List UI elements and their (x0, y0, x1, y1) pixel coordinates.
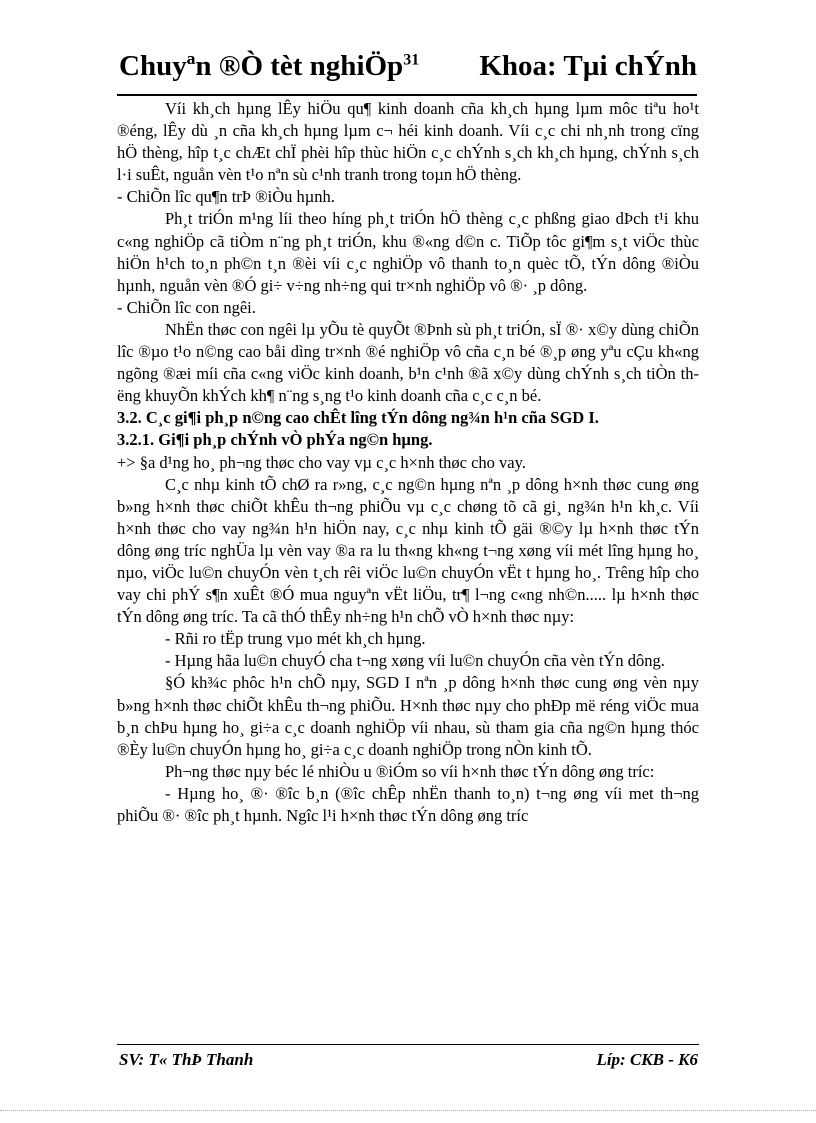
section-heading: 3.2. C¸c gi¶i ph¸p n©ng cao chÊt lîng tÝn dông ng¾n h¹n cña SGD I. (117, 408, 599, 428)
list-item: +> §a d¹ng ho¸ ph¬ng thøc cho vay vµ c¸c h×nh thøc cho vay. (117, 452, 526, 472)
list-item: - ChiÕn lîc con ngêi. (117, 297, 256, 317)
page-boundary (0, 1110, 816, 1111)
paragraph: §Ó kh¾c phôc h¹n chÕ nµy, SGD I nªn ¸p dông h×nh thøc cung øng vèn nµy b»ng h×nh thøc chiÕt khÊu th¬ng phiÕu. H×nh thøc nµy cho phÐp më réng viÖc mua b¸n chÞu hµng ho¸ gi÷a c¸c doanh nghiÖp víi nhau, sù tham gia cña ng©n hµng thóc ®Èy lu©n chuyÓn hµng ho¸ gi÷a c¸c doanh nghiÖp trong nÒn kinh tÕ. (117, 673, 699, 759)
list-item: - ChiÕn lîc qu¶n trÞ ®iÒu hµnh. (117, 187, 335, 207)
paragraph: Ph¸t triÓn m¹ng líi theo híng ph¸t triÓn hÖ thèng c¸c phßng giao dÞch t¹i khu c«ng nghiÖp cã tiÒm n¨ng ph¸t triÓn, khu ®«ng d©n c. TiÕp tôc gi¶m s¸t viÖc thùc hiÖn h¹ch to¸n ph©n t¸n ®èi víi c¸c nghiÖp vô thanh to¸n quèc tÕ, tÝn dông ®iÒu hµnh, nguån vèn ®Ó gi÷ v÷ng nh÷ng qui tr×nh nghiÖp vô ®· ¸p dông. (117, 209, 699, 295)
document-body (117, 98, 699, 827)
footer-divider (117, 1044, 699, 1045)
subsection-heading: 3.2.1. Gi¶i ph¸p chÝnh vÒ phÝa ng©n hµng. (117, 430, 433, 450)
list-item: - Hµng ho¸ ®· ®îc b¸n (®îc chÊp nhËn thanh to¸n) t¬ng øng víi met th¬ng phiÕu ®· ®îc ph¸t hµnh. Ngîc l¹i h×nh thøc tÝn dông øng tríc (117, 783, 699, 825)
footer-class: Líp: CKB - K6 (596, 1050, 698, 1069)
paragraph: NhËn thøc con ngêi lµ yÕu tè quyÕt ®Þnh sù ph¸t triÓn, sÏ ®· x©y dùng chiÕn lîc ®µo t¹o n©ng cao båi dìng tr×nh ®é nghiÖp vô cña c¸n bé ®¸p øng yªu cÇu kh«ng ngõng ®æi míi cña c«ng viÖc kinh doanh, b¹n c¹nh ®ã x©y dùng chÝnh s¸ch tiÒn thëng khuyÕn khÝch kh¶ n¨ng s¸ng t¹o kinh doanh cña c¸c c¸n bé. (117, 319, 699, 406)
header-title: Chuyªn ®Ò tèt nghiÖp$^{31}$ (119, 50, 420, 82)
paragraph: Víi kh¸ch hµng lÊy hiÖu qu¶ kinh doanh cña kh¸ch hµng lµm môc tiªu ho¹t ®éng, lÊy dù ¸n cña kh¸ch hµng lµm c¬ héi kinh doanh. Víi c¸c chi nh¸nh trong cïng hÖ thèng, hîp t¸c chÆt chÏ phèi hîp thùc hiÖn c¸c chÝnh s¸ch kh¸ch hµng, chÝnh s¸ch l·i suÊt, nguån vèn t¹o nªn sù c¹nh tranh trong toµn hÖ thèng. (117, 99, 699, 185)
list-item: - Rñi ro tËp trung vµo mét kh¸ch hµng. (165, 629, 426, 649)
header-faculty: Khoa: Tµi chÝnh (479, 50, 697, 82)
page-number: 31 (403, 51, 420, 69)
footer-student: SV: T« ThÞ Thanh (119, 1050, 254, 1069)
list-item: - Hµng hãa lu©n chuyÓ cha t¬ng xøng víi lu©n chuyÓn cña vèn tÝn dông. (165, 651, 665, 671)
paragraph: C¸c nhµ kinh tÕ chØ ra r»ng, c¸c ng©n hµng nªn ¸p dông h×nh thøc cung øng b»ng h×nh thøc chiÕt khÊu th¬ng phiÕu vµ c¸c chøng tõ cã gi¸ ng¾n h¹n kh¸c. Víi h×nh thøc cho vay ng¾n h¹n hiÖn nay, c¸c nhµ kinh tÕ gäi ®©y lµ h×nh thøc tÝn dông øng tríc nghÜa lµ vèn vay ®a ra lu th«ng kh«ng t¬ng xøng víi mét lîng hµng ho¸ nµo, viÖc lu©n chuyÓn vèn t¸ch rêi viÖc lu©n chuyÓn vËt t hµng ho¸. Trêng hîp cho vay chi phÝ s¶n xuÊt ®Ó mua nguyªn vËt liÖu, tr¶ l¬ng c«ng nh©n..... lµ h×nh thøc tÝn dông øng tríc. Ta cã thÓ thÊy nh÷ng h¹n chÕ vÒ h×nh thøc nµy: (117, 474, 699, 627)
page-header (117, 48, 697, 96)
paragraph: Ph¬ng thøc nµy béc lé nhiÒu u ®iÓm so víi h×nh thøc tÝn dông øng tríc: (165, 761, 655, 781)
